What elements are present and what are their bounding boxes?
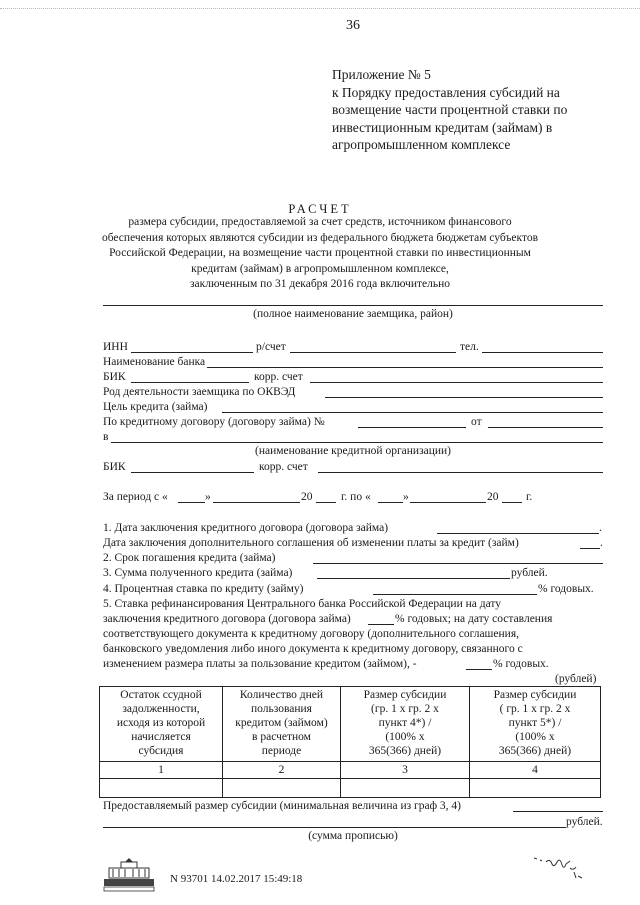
item-5-line: соответствующего документа к кредитному договору (дополнительного соглашения, bbox=[103, 628, 519, 640]
column-number: 3 bbox=[341, 762, 470, 779]
header-text: исходя из которой bbox=[116, 717, 206, 729]
header-text: пользования bbox=[251, 703, 312, 715]
header-cell bbox=[100, 687, 223, 762]
organization-logo-icon bbox=[103, 858, 155, 892]
item-2-label: 2. Срок погашения кредита (займа) bbox=[103, 552, 276, 564]
bik-field[interactable] bbox=[131, 382, 249, 383]
year-prefix: 20 bbox=[301, 491, 313, 503]
period-to-label: г. по « bbox=[341, 491, 371, 503]
subsidy-words-field[interactable] bbox=[103, 827, 566, 828]
header-text: 365(366) дней) bbox=[368, 745, 442, 757]
refinancing-rate-field-1[interactable] bbox=[368, 624, 394, 625]
corr-account-label: корр. счет bbox=[254, 371, 303, 383]
remaining-debt-cell[interactable] bbox=[100, 779, 223, 798]
period-to-day[interactable] bbox=[378, 502, 403, 503]
header-text: Остаток ссудной bbox=[120, 689, 202, 701]
contract-date-label: от bbox=[471, 416, 482, 428]
period-from-year[interactable] bbox=[316, 502, 336, 503]
repayment-term-field[interactable] bbox=[313, 563, 603, 564]
summary-label: Предоставляемый размер субсидии (минимальная величина из граф 3, 4) bbox=[103, 800, 462, 812]
heading-line: кредитам (займам) в агропромышленном комплексе, bbox=[191, 263, 449, 275]
lender-bik-field[interactable] bbox=[131, 472, 254, 473]
header-text: 365(366) дней) bbox=[498, 745, 572, 757]
inn-label: ИНН bbox=[103, 341, 128, 353]
appendix-line: агропромышленном комплексе bbox=[332, 137, 511, 152]
okved-field[interactable] bbox=[325, 397, 603, 398]
item-5-line: % годовых; на дату составления bbox=[395, 613, 553, 625]
borrower-name-line[interactable] bbox=[103, 305, 603, 306]
phone-field[interactable] bbox=[482, 352, 603, 353]
refinancing-rate-field-2[interactable] bbox=[466, 669, 492, 670]
header-text: (100% х bbox=[515, 731, 555, 743]
year-suffix: г. bbox=[526, 491, 533, 503]
header-text: Размер субсидии bbox=[493, 689, 577, 701]
heading-line: Российской Федерации, на возмещение части процентной ставки по инвестиционным bbox=[109, 247, 531, 259]
period-from-label: За период с « bbox=[103, 491, 168, 503]
period-from-day[interactable] bbox=[178, 502, 205, 503]
registration-stamp: N 93701 14.02.2017 15:49:18 bbox=[170, 873, 303, 885]
borrower-caption: (полное наименование заемщика, район) bbox=[253, 308, 453, 320]
heading-line: заключенным по 31 декабря 2016 года включительно bbox=[189, 278, 450, 290]
subsidy-p5-cell[interactable] bbox=[470, 779, 601, 798]
table-header-row bbox=[100, 687, 601, 762]
addendum-date-field[interactable] bbox=[580, 548, 600, 549]
appendix-line: возмещение части процентной ставки по bbox=[332, 102, 568, 117]
header-cell bbox=[223, 687, 341, 762]
corr-account-field[interactable] bbox=[310, 382, 603, 383]
page-number: 36 bbox=[346, 18, 360, 33]
lender-corr-label: корр. счет bbox=[259, 461, 308, 473]
scan-top-edge bbox=[0, 8, 640, 11]
contract-number-label: По кредитному договору (договору займа) № bbox=[103, 416, 325, 428]
inn-field[interactable] bbox=[131, 352, 253, 353]
table-data-row bbox=[100, 779, 601, 798]
header-text: ( гр. 1 х гр. 2 х bbox=[499, 703, 571, 715]
period-from-month[interactable] bbox=[213, 502, 300, 503]
days-cell[interactable] bbox=[223, 779, 341, 798]
account-field[interactable] bbox=[290, 352, 456, 353]
contract-date-field-2[interactable] bbox=[437, 533, 599, 534]
lender-bik-label: БИК bbox=[103, 461, 126, 473]
header-text: (гр. 1 х гр. 2 х bbox=[371, 703, 439, 715]
loan-purpose-label: Цель кредита (займа) bbox=[103, 401, 208, 413]
quote-close: » bbox=[403, 491, 409, 503]
subsidy-p4-cell[interactable] bbox=[341, 779, 470, 798]
okved-label: Род деятельности заемщика по ОКВЭД bbox=[103, 386, 296, 398]
header-text: кредитом (займом) bbox=[235, 717, 328, 729]
bik-label: БИК bbox=[103, 371, 126, 383]
period-mark: . bbox=[599, 522, 602, 534]
lender-field[interactable] bbox=[111, 442, 603, 443]
header-text: (100% х bbox=[385, 731, 425, 743]
heading-line: размера субсидии, предоставляемой за счет средств, источником финансового bbox=[128, 216, 512, 228]
heading-line: обеспечения которых являются субсидии из федерального бюджета бюджетам субъектов bbox=[101, 232, 539, 244]
bank-name-label: Наименование банка bbox=[103, 356, 206, 368]
item-5-line: 5. Ставка рефинансирования Центрального банка Российской Федерации на дату bbox=[103, 598, 502, 610]
header-text: задолженности, bbox=[122, 703, 200, 715]
item-1-label: 1. Дата заключения кредитного договора (договора займа) bbox=[103, 522, 389, 534]
phone-label: тел. bbox=[460, 341, 479, 353]
units-label: (рублей) bbox=[555, 673, 597, 685]
column-number: 1 bbox=[100, 762, 223, 779]
header-text: начисляется bbox=[131, 731, 191, 743]
interest-rate-field[interactable] bbox=[373, 594, 537, 595]
item-5-line: изменением размера платы за пользование кредитом (займом), - bbox=[103, 658, 417, 670]
loan-amount-field[interactable] bbox=[317, 578, 510, 579]
column-number-row bbox=[100, 762, 601, 779]
period-to-year[interactable] bbox=[502, 502, 522, 503]
loan-purpose-field[interactable] bbox=[222, 412, 603, 413]
item-5-line: заключения кредитного договора (договора займа) bbox=[103, 613, 351, 625]
header-text: Размер субсидии bbox=[363, 689, 447, 701]
document-title: РАСЧЕТ bbox=[288, 202, 352, 216]
header-text: субсидия bbox=[138, 745, 184, 757]
header-text: пункт 5*) / bbox=[508, 717, 562, 729]
signature-icon bbox=[530, 850, 590, 886]
appendix-line: к Порядку предоставления субсидий на bbox=[332, 84, 560, 100]
period-mark: . bbox=[600, 537, 603, 549]
header-text: Количество дней bbox=[239, 689, 324, 701]
header-text: в расчетном bbox=[252, 731, 311, 743]
amount-in-words-caption: (сумма прописью) bbox=[308, 830, 398, 842]
lender-corr-field[interactable] bbox=[318, 472, 603, 473]
item-3-label: 3. Сумма полученного кредита (займа) bbox=[103, 567, 293, 579]
header-cell bbox=[341, 687, 470, 762]
header-cell bbox=[470, 687, 601, 762]
subsidy-table bbox=[99, 686, 601, 798]
contract-date-field[interactable] bbox=[488, 427, 603, 428]
header-text: периоде bbox=[261, 745, 302, 757]
lender-label: в bbox=[103, 431, 109, 443]
item-4-label: 4. Процентная ставка по кредиту (займу) bbox=[103, 583, 304, 595]
appendix-line: инвестиционным кредитам (займам) в bbox=[332, 119, 553, 135]
appendix-reference bbox=[332, 66, 567, 154]
column-number: 4 bbox=[470, 762, 601, 779]
contract-number-field[interactable] bbox=[358, 427, 466, 428]
year-prefix: 20 bbox=[487, 491, 499, 503]
item-5-line: % годовых. bbox=[493, 658, 549, 670]
appendix-line: Приложение № 5 bbox=[332, 67, 431, 82]
lender-caption: (наименование кредитной организации) bbox=[254, 445, 452, 457]
header-text: пункт 4*) / bbox=[378, 717, 432, 729]
rubles-unit: рублей. bbox=[511, 567, 548, 579]
quote-close: » bbox=[205, 491, 211, 503]
period-to-month[interactable] bbox=[410, 502, 486, 503]
column-number: 2 bbox=[223, 762, 341, 779]
item-5-line: банковского уведомления либо иного документа к кредитному договору, связанного с bbox=[103, 643, 523, 655]
item-1b-label: Дата заключения дополнительного соглашения об изменении платы за кредит (займ) bbox=[103, 537, 519, 549]
bank-name-field[interactable] bbox=[207, 367, 603, 368]
rubles-unit: рублей. bbox=[566, 816, 603, 828]
account-label: р/счет bbox=[256, 341, 286, 353]
percent-unit: % годовых. bbox=[538, 583, 594, 595]
subsidy-amount-field[interactable] bbox=[513, 811, 603, 812]
